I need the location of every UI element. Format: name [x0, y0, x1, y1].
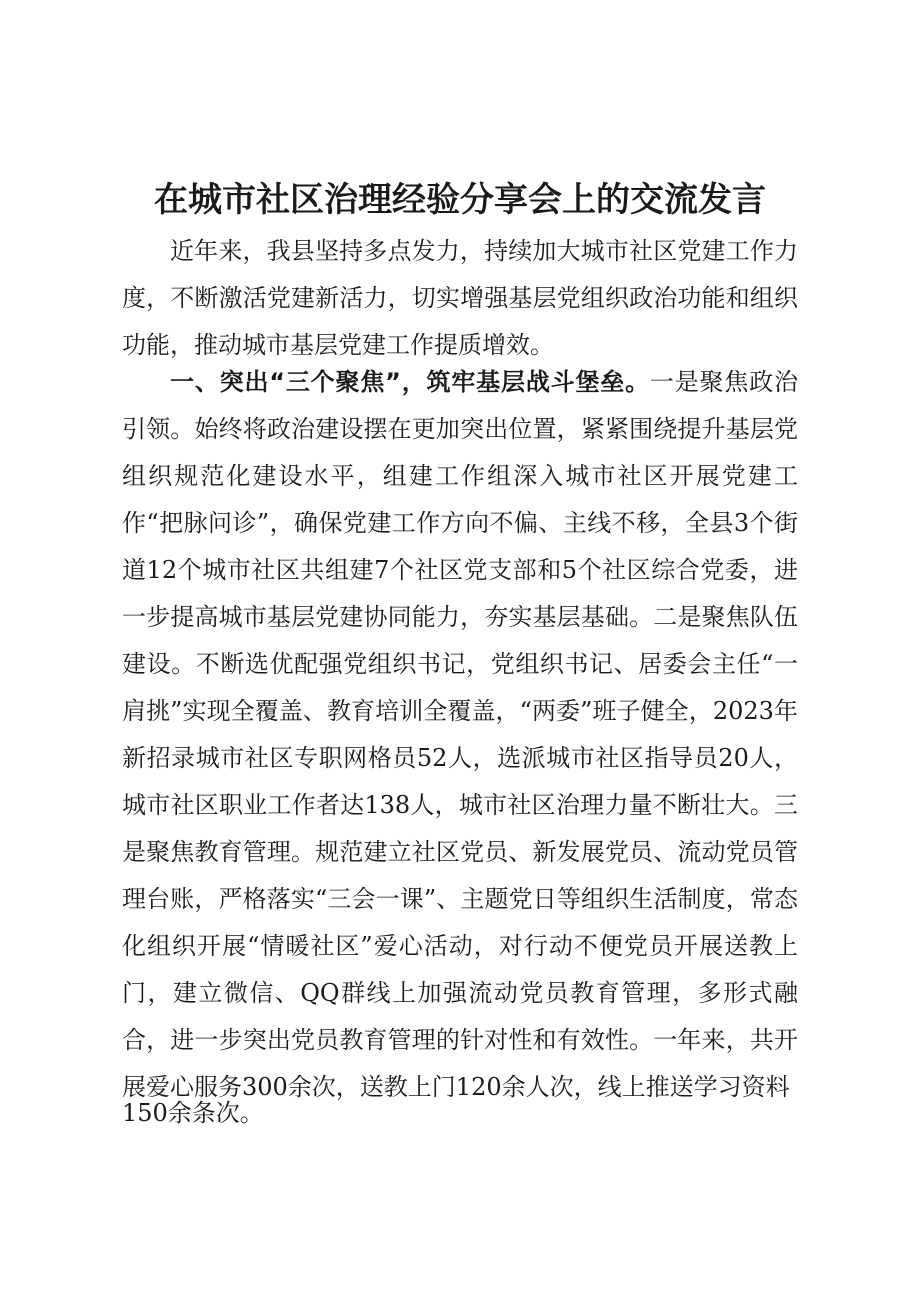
paragraph-section-one — [122, 359, 798, 1111]
paragraph-intro-text: 近年来，我县坚持多点发力，持续加大城市社区党建工作力度，不断激活党建新活力，切实增强基层党组织政治功能和组织功能，推动城市基层党建工作提质增效。 — [122, 237, 798, 359]
section-one-text: 一是聚焦政治引领。始终将政治建设摆在更加突出位置，紧紧围绕提升基层党组织规范化建设水平，组建工作组深入城市社区开展党建工作“把脉问诊”，确保党建工作方向不偏、主线不移，全县3个街道12个城市社区共组建7个社区党支部和5个社区综合党委，进一步提高城市基层党建协同能力，夯实基层基础。二是聚焦队伍建设。不断选优配强党组织书记，党组织书记、居委会主任“一肩挑”实现全覆盖、教育培训全覆盖，“两委”班子健全，2023年新招录城市社区专职网格员52人，选派城市社区指导员20人，城市社区职业工作者达138人，城市社区治理力量不断壮大。三是聚焦教育管理。规范建立社区党员、新发展党员、流动党员管理台账，严格落实“三会一课”、主题党日等组织生活制度，常态化组织开展“情暖社区”爱心活动，对行动不便党员开展送教上门，建立微信、QQ群线上加强流动党员教育管理，多形式融合，进一步突出党员教育管理的针对性和有效性。一年来，共开展爱心服务300余次，送教上门120余人次，线上推送学习资料 — [122, 368, 799, 1101]
section-one-heading: 一、突出“三个聚焦”，筑牢基层战斗堡垒。 — [170, 368, 650, 396]
document-title: 在城市社区治理经验分享会上的交流发言 — [154, 180, 766, 220]
paragraph-intro — [122, 228, 798, 369]
paragraph-tail: 150余条次。 — [122, 1099, 264, 1127]
